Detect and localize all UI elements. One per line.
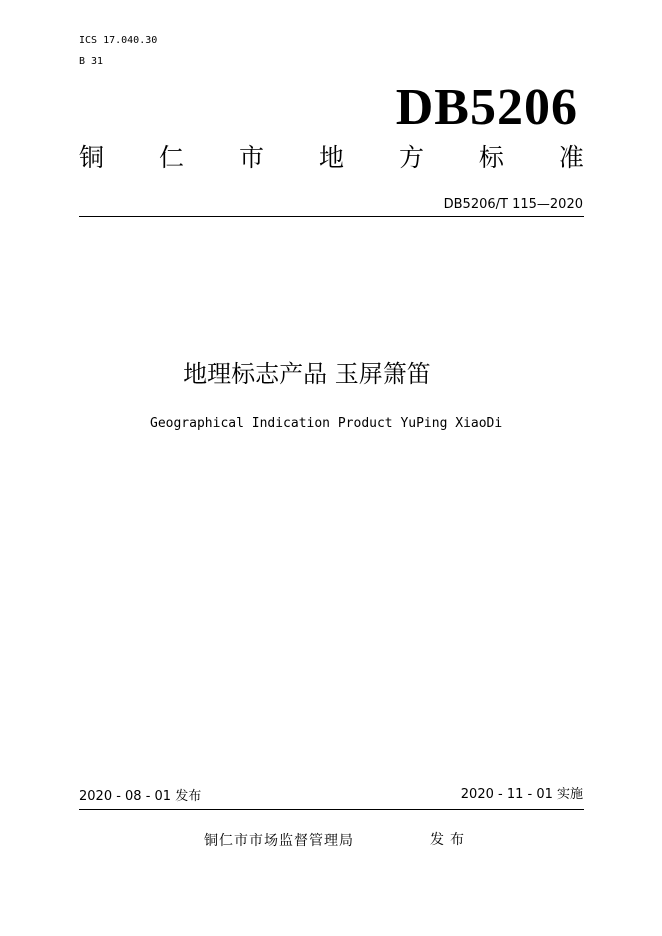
ccs-code: B 31	[79, 56, 104, 67]
standard-number: DB5206/T 115—2020	[443, 197, 583, 212]
issuing-org-heading	[79, 142, 584, 174]
publish-label: 发布	[430, 832, 470, 848]
ics-code: ICS 17.040.30	[79, 35, 158, 46]
org-char: 市	[238, 143, 264, 172]
footer-divider	[79, 809, 584, 810]
org-char: 铜	[79, 143, 105, 172]
org-char: 标	[478, 143, 504, 172]
org-char: 方	[398, 143, 424, 172]
org-char: 仁	[158, 143, 184, 172]
org-char: 准	[558, 143, 584, 172]
org-char: 地	[318, 143, 344, 172]
issuing-authority: 铜仁市市场监督管理局	[204, 833, 354, 849]
title-chinese-row	[0, 358, 662, 390]
header-divider	[79, 216, 584, 217]
issue-date: 2020 - 08 - 01 发布	[79, 789, 202, 804]
standard-code: DB5206	[395, 79, 578, 136]
implementation-date: 2020 - 11 - 01 实施	[460, 787, 583, 802]
document-title-chinese: 地理标志产品 玉屏箫笛	[183, 360, 431, 388]
document-title-english: Geographical Indication Product YuPing XiaoDi	[150, 416, 503, 431]
